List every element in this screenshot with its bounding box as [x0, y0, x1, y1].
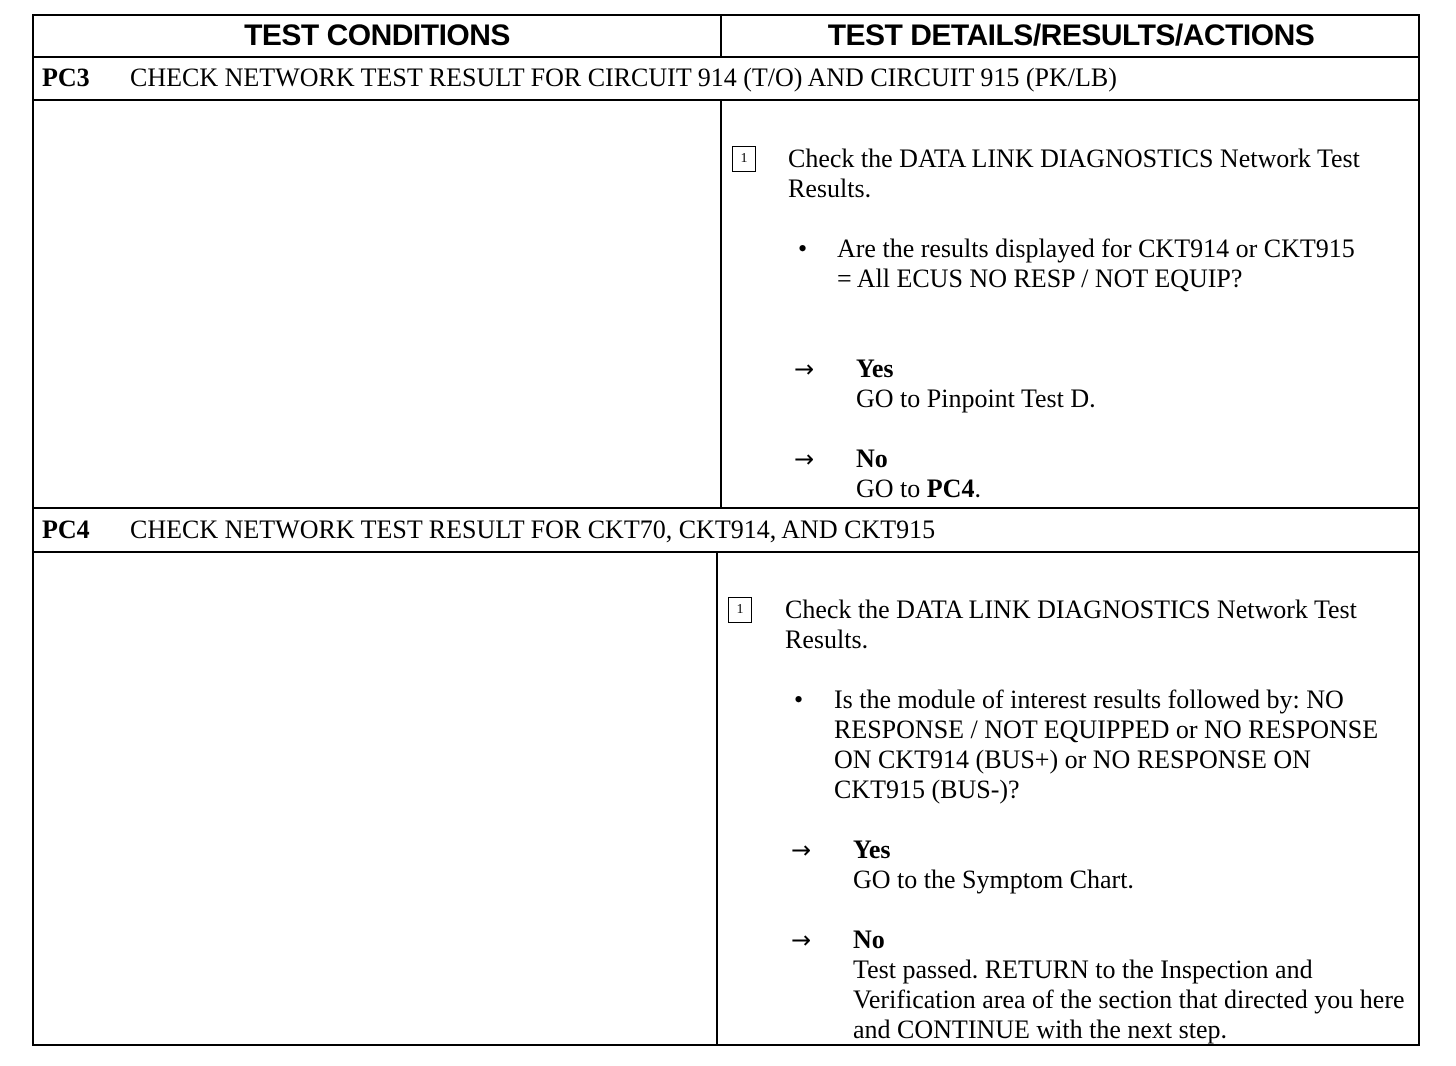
step-number-box: 1 [732, 146, 756, 172]
yes-label: Yes [856, 354, 894, 383]
no-branch-pc4 [853, 925, 1405, 1045]
section-title-text-pc4: CHECK NETWORK TEST RESULT FOR CKT70, CKT914, AND CKT915 [130, 515, 936, 544]
no-branch-pc3 [856, 444, 1396, 504]
section-id-pc4: PC4 [42, 515, 90, 544]
no-action-target: PC4 [926, 474, 975, 503]
header-test-details: TEST DETAILS/RESULTS/ACTIONS [827, 19, 1315, 52]
no-label: No [853, 925, 885, 954]
header-test-conditions: TEST CONDITIONS [244, 19, 510, 52]
question-pc3: Are the results displayed for CKT914 or CKT915 = All ECUS NO RESP / NOT EQUIP? [837, 234, 1355, 293]
yes-branch-pc3 [856, 354, 1396, 414]
section-rule-pc4-top [34, 507, 1418, 509]
column-divider-pc3 [720, 99, 722, 507]
right-arrow-icon: → [794, 355, 815, 383]
question-pc4: Is the module of interest results followed by: NO RESPONSE / NOT EQUIPPED or NO RESPONSE ON CKT914 (BUS+) or NO RESPONSE ON CKT915 (BUS-)? [834, 685, 1379, 804]
right-arrow-icon: → [794, 445, 815, 473]
no-action-prefix: GO to [856, 474, 921, 503]
no-label: No [856, 444, 888, 473]
right-arrow-icon: → [791, 926, 812, 954]
section-title-text-pc3: CHECK NETWORK TEST RESULT FOR CIRCUIT 914 (T/O) AND CIRCUIT 915 (PK/LB) [130, 63, 1117, 92]
no-action: Test passed. RETURN to the Inspection and Verification area of the section that directed you here and CONTINUE with the next step. [853, 955, 1405, 1044]
test-table [32, 14, 1420, 1046]
yes-action: GO to Pinpoint Test D. [856, 384, 1096, 413]
section-rule-pc4 [34, 551, 1418, 553]
yes-branch-pc4 [853, 835, 1403, 895]
header-divider [720, 16, 722, 56]
step-text-pc3: Check the DATA LINK DIAGNOSTICS Network Test Results. [788, 144, 1360, 203]
bullet-dot: • [798, 234, 808, 263]
section-id-pc3: PC3 [42, 63, 90, 92]
section-title-pc3 [42, 58, 1414, 98]
column-divider-pc4 [716, 551, 718, 1046]
bullet-dot: • [794, 685, 804, 714]
yes-action: GO to the Symptom Chart. [853, 865, 1134, 894]
section-rule-pc3 [34, 99, 1418, 101]
yes-label: Yes [853, 835, 891, 864]
step-number-box: 1 [728, 597, 752, 623]
no-action-suffix: . [974, 474, 981, 503]
right-arrow-icon: → [791, 836, 812, 864]
section-title-pc4 [42, 510, 1414, 550]
step-text-pc4: Check the DATA LINK DIAGNOSTICS Network Test Results. [785, 595, 1357, 654]
